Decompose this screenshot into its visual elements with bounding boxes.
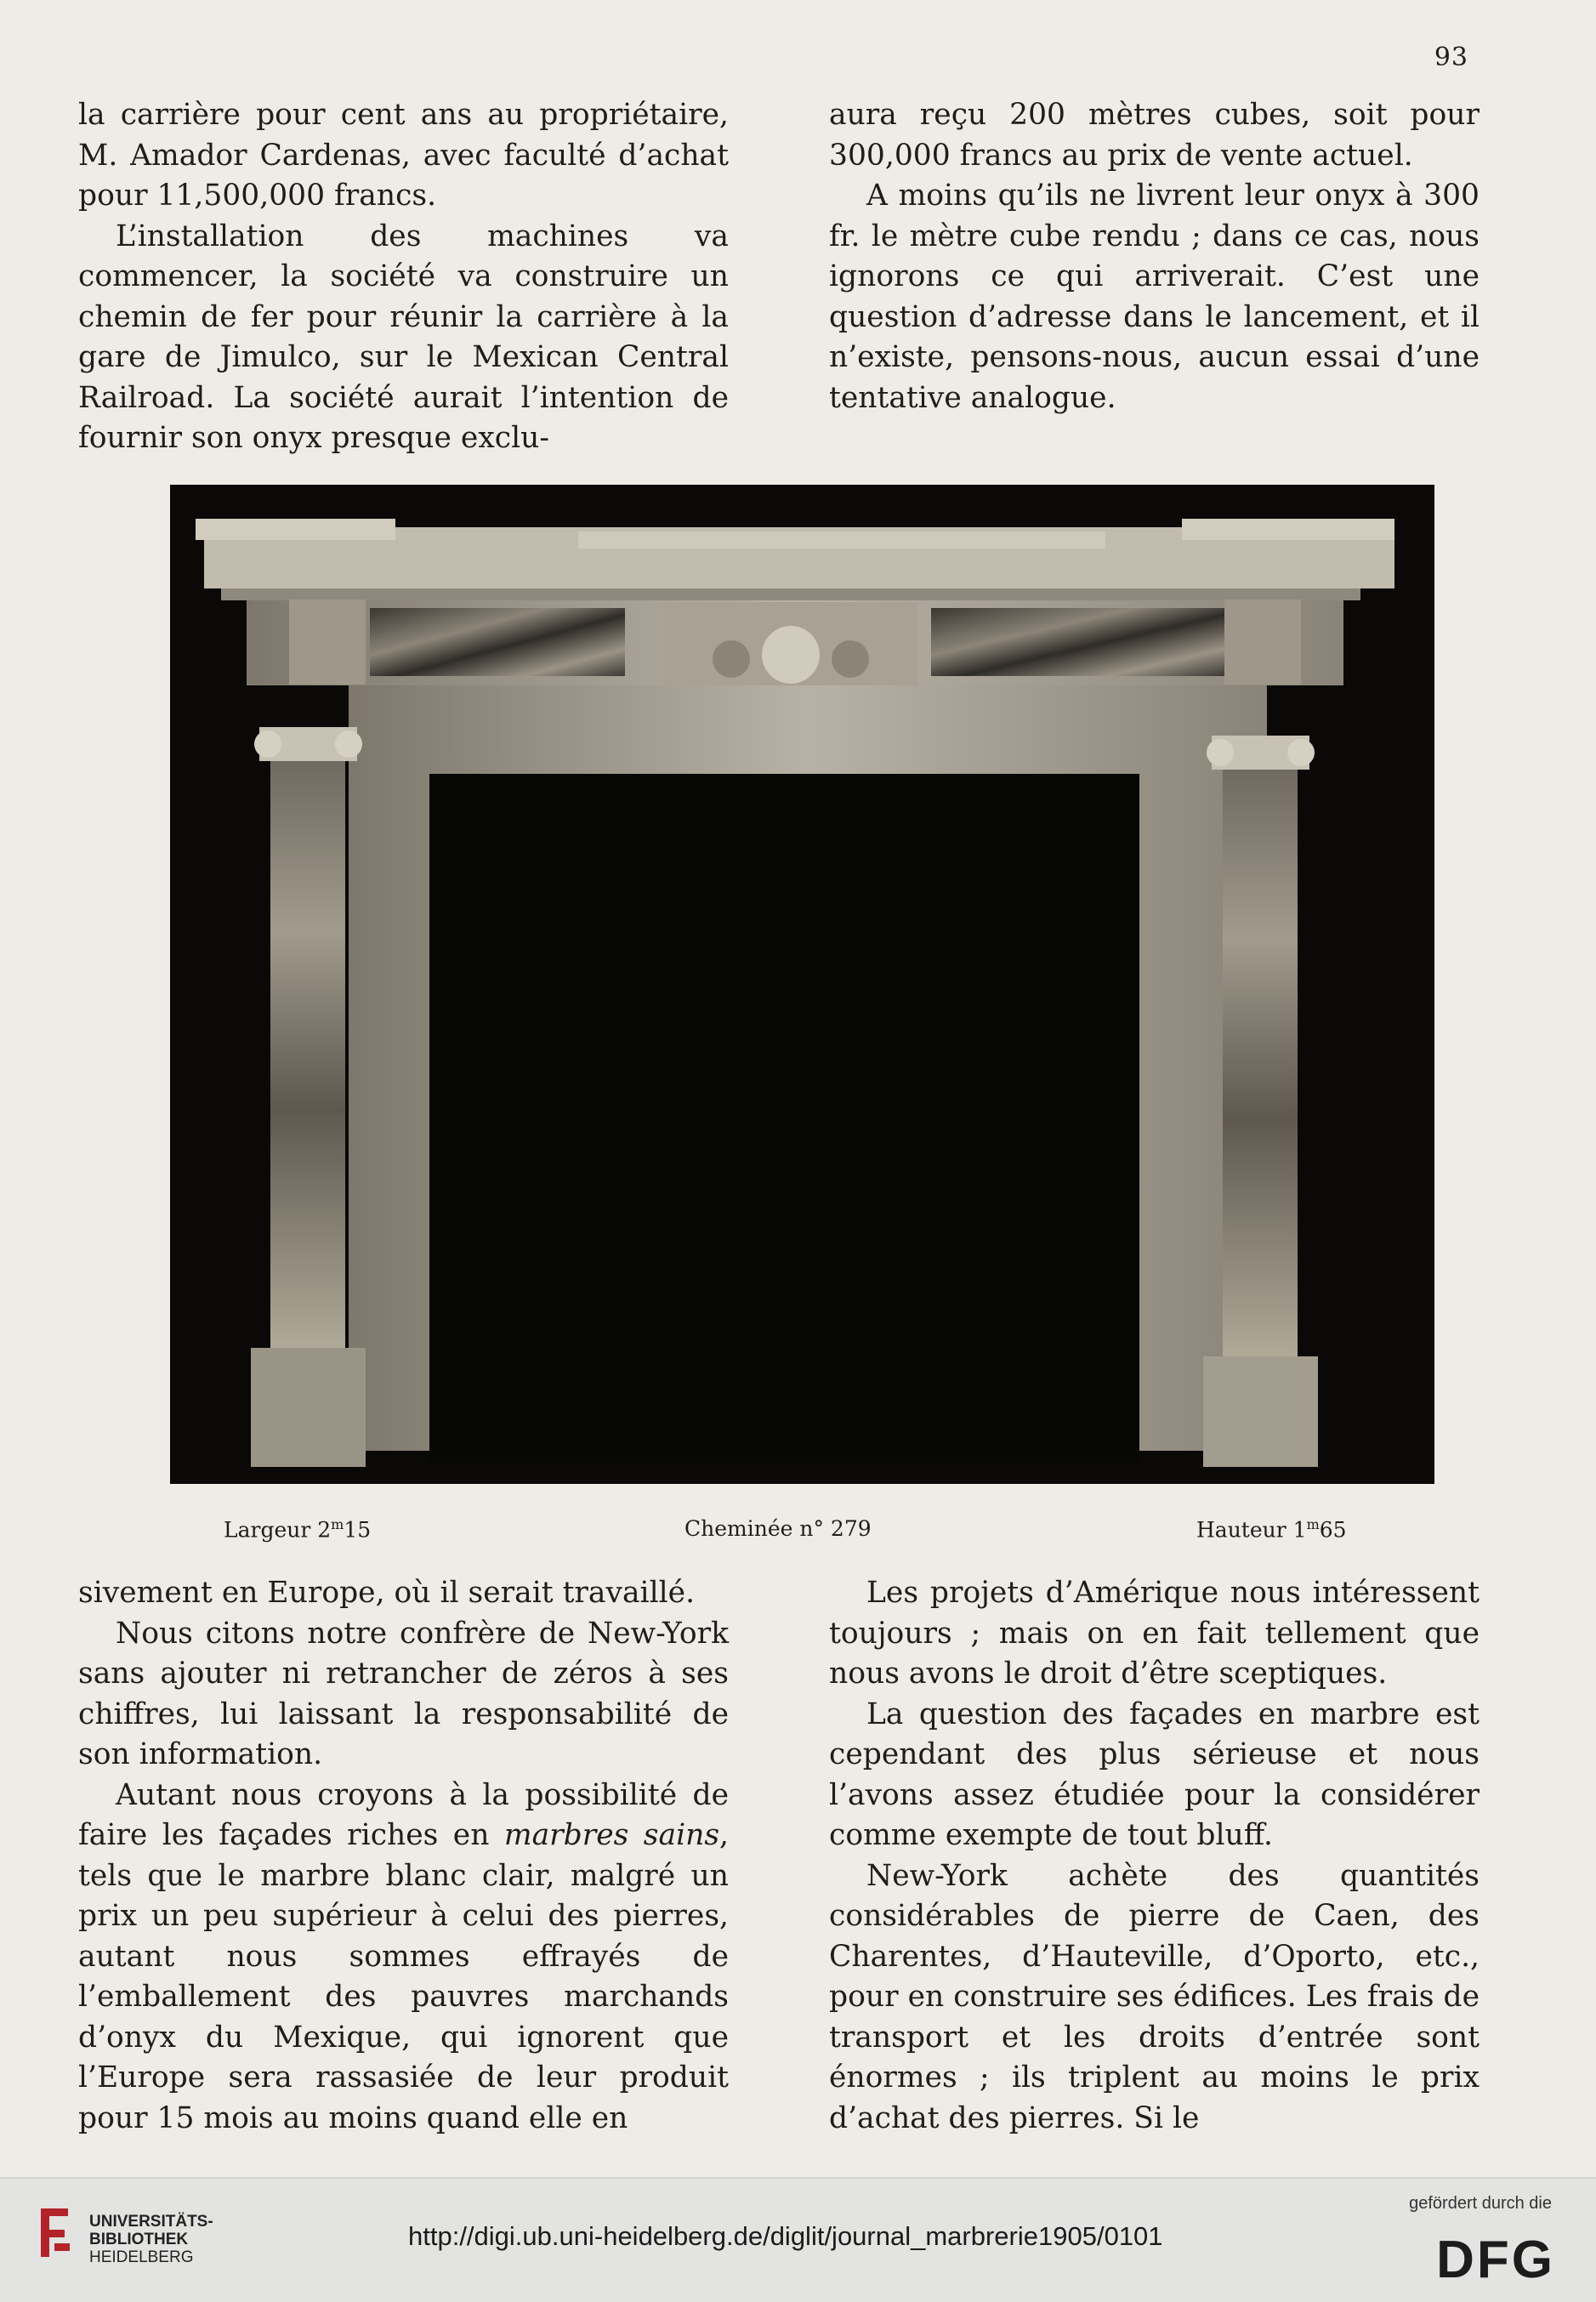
caption-height (1196, 1516, 1347, 1542)
caption-height-value: 65 (1319, 1517, 1347, 1543)
paragraph: A moins qu’ils ne livrent leur onyx à 300 fr. le mètre cube rendu ; dans ce cas, nous ignorons ce qui arriverait. C’est une question d’adresse dans le lancement, et il n’existe, pensons-nous, aucun essai d’une tentative analogue. (829, 179, 1480, 415)
library-name-line: BIBLIOTHEK (89, 2231, 189, 2248)
paragraph (78, 1776, 729, 2140)
library-name-line: UNIVERSITÄTS- (89, 2213, 213, 2231)
caption-title: Cheminée n° 279 (684, 1516, 872, 1541)
funding-label: gefördert durch die (1409, 2194, 1552, 2213)
left-column (270, 753, 345, 1348)
right-column (1223, 761, 1298, 1356)
digitization-footer (0, 2177, 1596, 2302)
caption-width-value: 15 (344, 1517, 372, 1543)
caption-height-unit: m (1306, 1516, 1320, 1532)
paragraph: Les projets d’Amérique nous intéressent toujours ; mais on en fait tellement que nous avons le droit d’être sceptiques. (829, 1576, 1480, 1691)
library-name-line: HEIDELBERG (89, 2248, 194, 2266)
caption-width (224, 1516, 371, 1542)
column-bottom-left (78, 1573, 729, 2139)
caption-width-unit: m (331, 1516, 344, 1532)
paragraph: Nous citons notre confrère de New-York sans ajouter ni retrancher de zéros à ses chiffres, lui laissant la responsabilité de son information. (78, 1616, 729, 1771)
paragraph: aura reçu 200 mètres cubes, soit pour 300,000 francs au prix de vente actuel. (829, 98, 1480, 173)
page-number: 93 (1434, 43, 1468, 72)
column-top-left (78, 95, 729, 459)
fireplace-illustration (170, 485, 1434, 1484)
firebox-opening (429, 774, 1139, 1463)
column-top-right (829, 95, 1480, 418)
italic-phrase: marbres sains (503, 1818, 720, 1852)
fireplace-photograph (170, 485, 1434, 1484)
paragraph: L’installation des machines va commencer, la société va construire un chemin de fer pour réunir la carrière à la gare de Jimulco, sur le Mexican Central Railroad. La société aurait l’intention de fournir son onyx presque exclu- (78, 219, 729, 455)
text-run: , tels que le marbre blanc clair, malgré un prix un peu supérieur à celui des pierres, autant nous sommes effrayés de l’emballement des pauvres marchands d’onyx du Mexique, qui ignorent que l’Europe sera rassasiée de leur produit pour 15 mois au moins quand elle en (78, 1818, 730, 2135)
paragraph: sivement en Europe, où il serait travaillé. (78, 1576, 696, 1610)
text-run: Autant nous croyons à la possibilité de faire les façades riches en (78, 1777, 729, 1852)
caption-height-label: Hauteur 1 (1196, 1517, 1307, 1543)
library-name (89, 2213, 213, 2266)
dfg-logo-icon: DFG (1436, 2231, 1555, 2289)
caption-width-label: Largeur 2 (224, 1517, 332, 1543)
digitization-url-link[interactable]: http://digi.ub.uni-heidelberg.de/diglit/journal_marbrerie1905/0101 (408, 2221, 1163, 2251)
paragraph: la carrière pour cent ans au propriétaire, M. Amador Cardenas, avec faculté d’achat pour 11,500,000 francs. (78, 98, 729, 213)
library-logo-icon (34, 2204, 77, 2264)
paragraph: New-York achète des quantités considérables de pierre de Caen, des Charentes, d’Hauteville, d’Oporto, etc., pour en construire ses édifices. Les frais de transport et les droits d’entrée sont énormes ; ils triplent au moins le prix d’achat des pierres. Si le (829, 1858, 1480, 2135)
column-bottom-right (829, 1573, 1480, 2139)
paragraph: La question des façades en marbre est cependant des plus sérieuse et nous l’avons assez étudiée pour la considérer comme exempte de tout bluff. (829, 1697, 1480, 1852)
